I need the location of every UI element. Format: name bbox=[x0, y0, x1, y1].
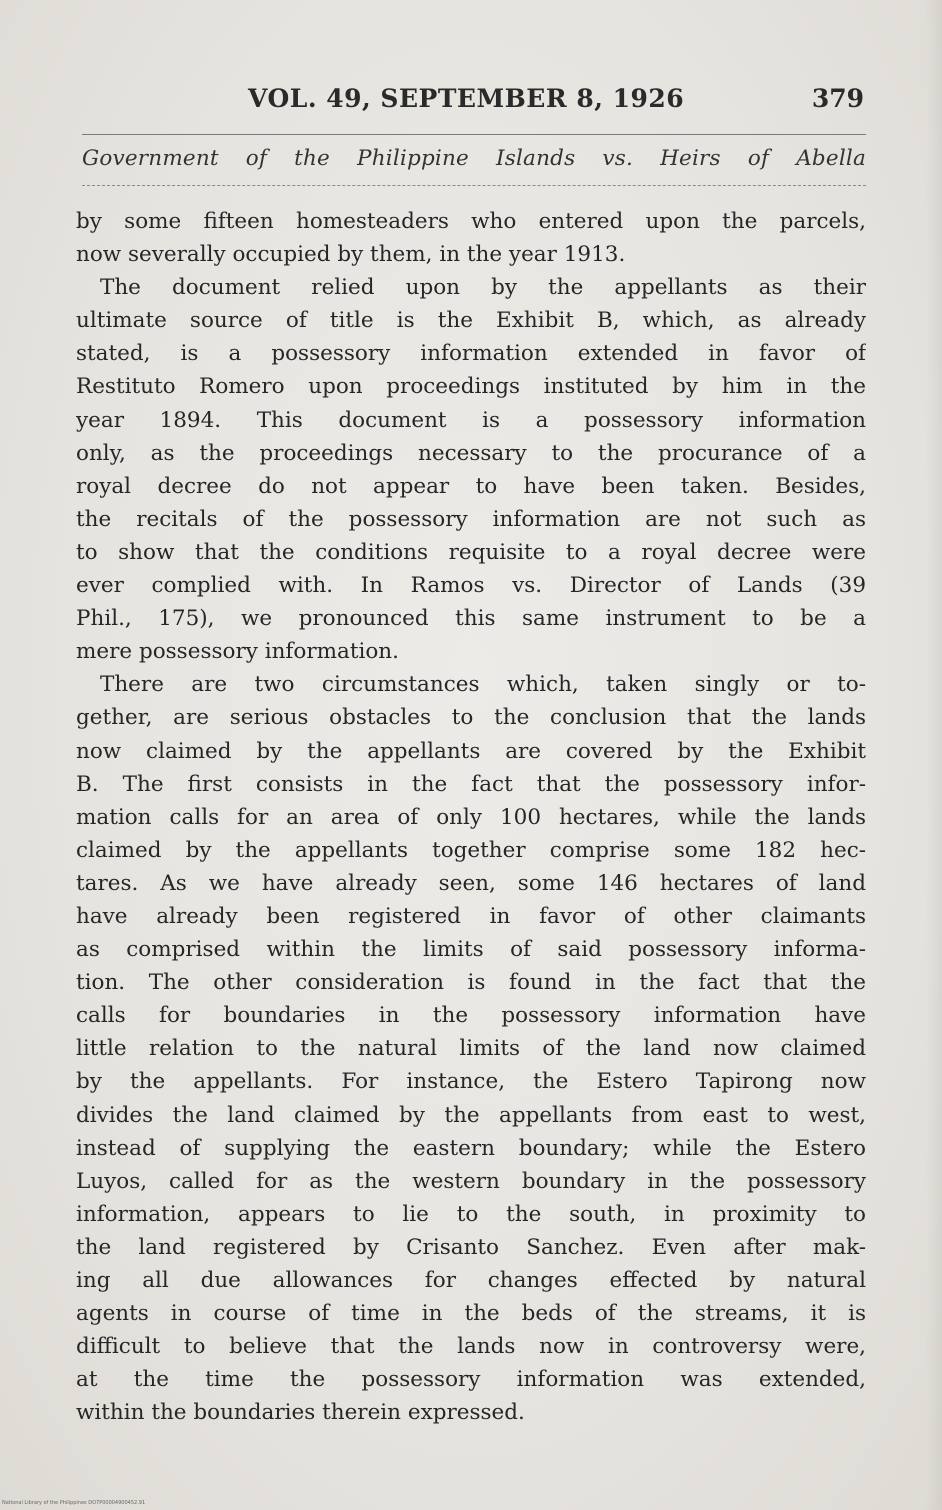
text-line: tion. The other consideration is found in the fact that the bbox=[76, 970, 866, 996]
text-line: Phil., 175), we pronounced this same instrument to be a bbox=[76, 606, 866, 632]
text-line: now severally occupied by them, in the year 1913. bbox=[76, 242, 626, 268]
text-line: to show that the conditions requisite to a royal decree were bbox=[76, 539, 866, 565]
text-line: as comprised within the limits of said possessory informa- bbox=[76, 937, 866, 963]
text-line: ing all due allowances for changes effected by natural bbox=[76, 1268, 866, 1293]
text-line: difficult to believe that the lands now in controversy were, bbox=[76, 1334, 866, 1360]
text-line: at the time the possessory information was extended, bbox=[76, 1367, 866, 1393]
text-line: Restituto Romero upon proceedings instituted by him in the bbox=[76, 374, 866, 400]
text-line: have already been registered in favor of other claimants bbox=[76, 903, 866, 929]
text-line: mere possessory information. bbox=[76, 639, 399, 665]
text-line: stated, is a possessory information extended in favor of bbox=[76, 341, 866, 367]
text-line: divides the land claimed by the appellants from east to west, bbox=[76, 1102, 866, 1128]
text-line: claimed by the appellants together comprise some 182 hec- bbox=[76, 837, 866, 863]
text-line: The document relied upon by the appellants as their bbox=[100, 275, 866, 301]
text-line: calls for boundaries in the possessory information have bbox=[76, 1003, 866, 1029]
text-line: by the appellants. For instance, the Estero Tapirong now bbox=[76, 1069, 866, 1095]
text-line: gether, are serious obstacles to the conclusion that the lands bbox=[76, 705, 866, 731]
text-line: by some fifteen homesteaders who entered upon the parcels, bbox=[76, 209, 866, 234]
page-number: 379 bbox=[811, 84, 864, 113]
page-edge-shadow bbox=[926, 0, 942, 1510]
text-line: There are two circumstances which, taken singly or to- bbox=[100, 672, 866, 698]
scan-footer-note: National Library of the Philippines DO7P00004900452.91 bbox=[2, 1500, 146, 1506]
text-line: Luyos, called for as the western boundary in the possessory bbox=[76, 1168, 866, 1194]
text-line: tares. As we have already seen, some 146 hectares of land bbox=[76, 870, 866, 896]
case-title: Government of the Philippine Islands vs. Heirs of Abella bbox=[82, 146, 866, 171]
text-line: ultimate source of title is the Exhibit B, which, as already bbox=[76, 308, 866, 334]
text-line: agents in course of time in the beds of the streams, it is bbox=[76, 1301, 866, 1327]
text-line: the recitals of the possessory information are not such as bbox=[76, 506, 866, 532]
text-line: B. The first consists in the fact that the possessory infor- bbox=[76, 771, 866, 797]
header-rule-bottom bbox=[82, 185, 866, 186]
text-line: now claimed by the appellants are covered by the Exhibit bbox=[76, 738, 866, 764]
body-text bbox=[76, 205, 866, 1429]
running-head bbox=[78, 84, 868, 124]
text-line: ever complied with. In Ramos vs. Director of Lands (39 bbox=[76, 573, 866, 599]
header-rule-top bbox=[82, 134, 866, 135]
text-line: the land registered by Crisanto Sanchez. Even after mak- bbox=[76, 1234, 866, 1260]
running-head-volume-date: VOL. 49, SEPTEMBER 8, 1926 bbox=[248, 84, 685, 113]
text-line: year 1894. This document is a possessory information bbox=[76, 407, 866, 433]
text-line: only, as the proceedings necessary to the procurance of a bbox=[76, 440, 866, 466]
text-line: within the boundaries therein expressed. bbox=[76, 1400, 525, 1426]
text-line: information, appears to lie to the south, in proximity to bbox=[76, 1201, 866, 1227]
text-line: instead of supplying the eastern boundary; while the Estero bbox=[76, 1135, 866, 1161]
text-line: little relation to the natural limits of the land now claimed bbox=[76, 1036, 866, 1062]
text-line: royal decree do not appear to have been taken. Besides, bbox=[76, 473, 866, 499]
text-line: mation calls for an area of only 100 hectares, while the lands bbox=[76, 804, 866, 830]
